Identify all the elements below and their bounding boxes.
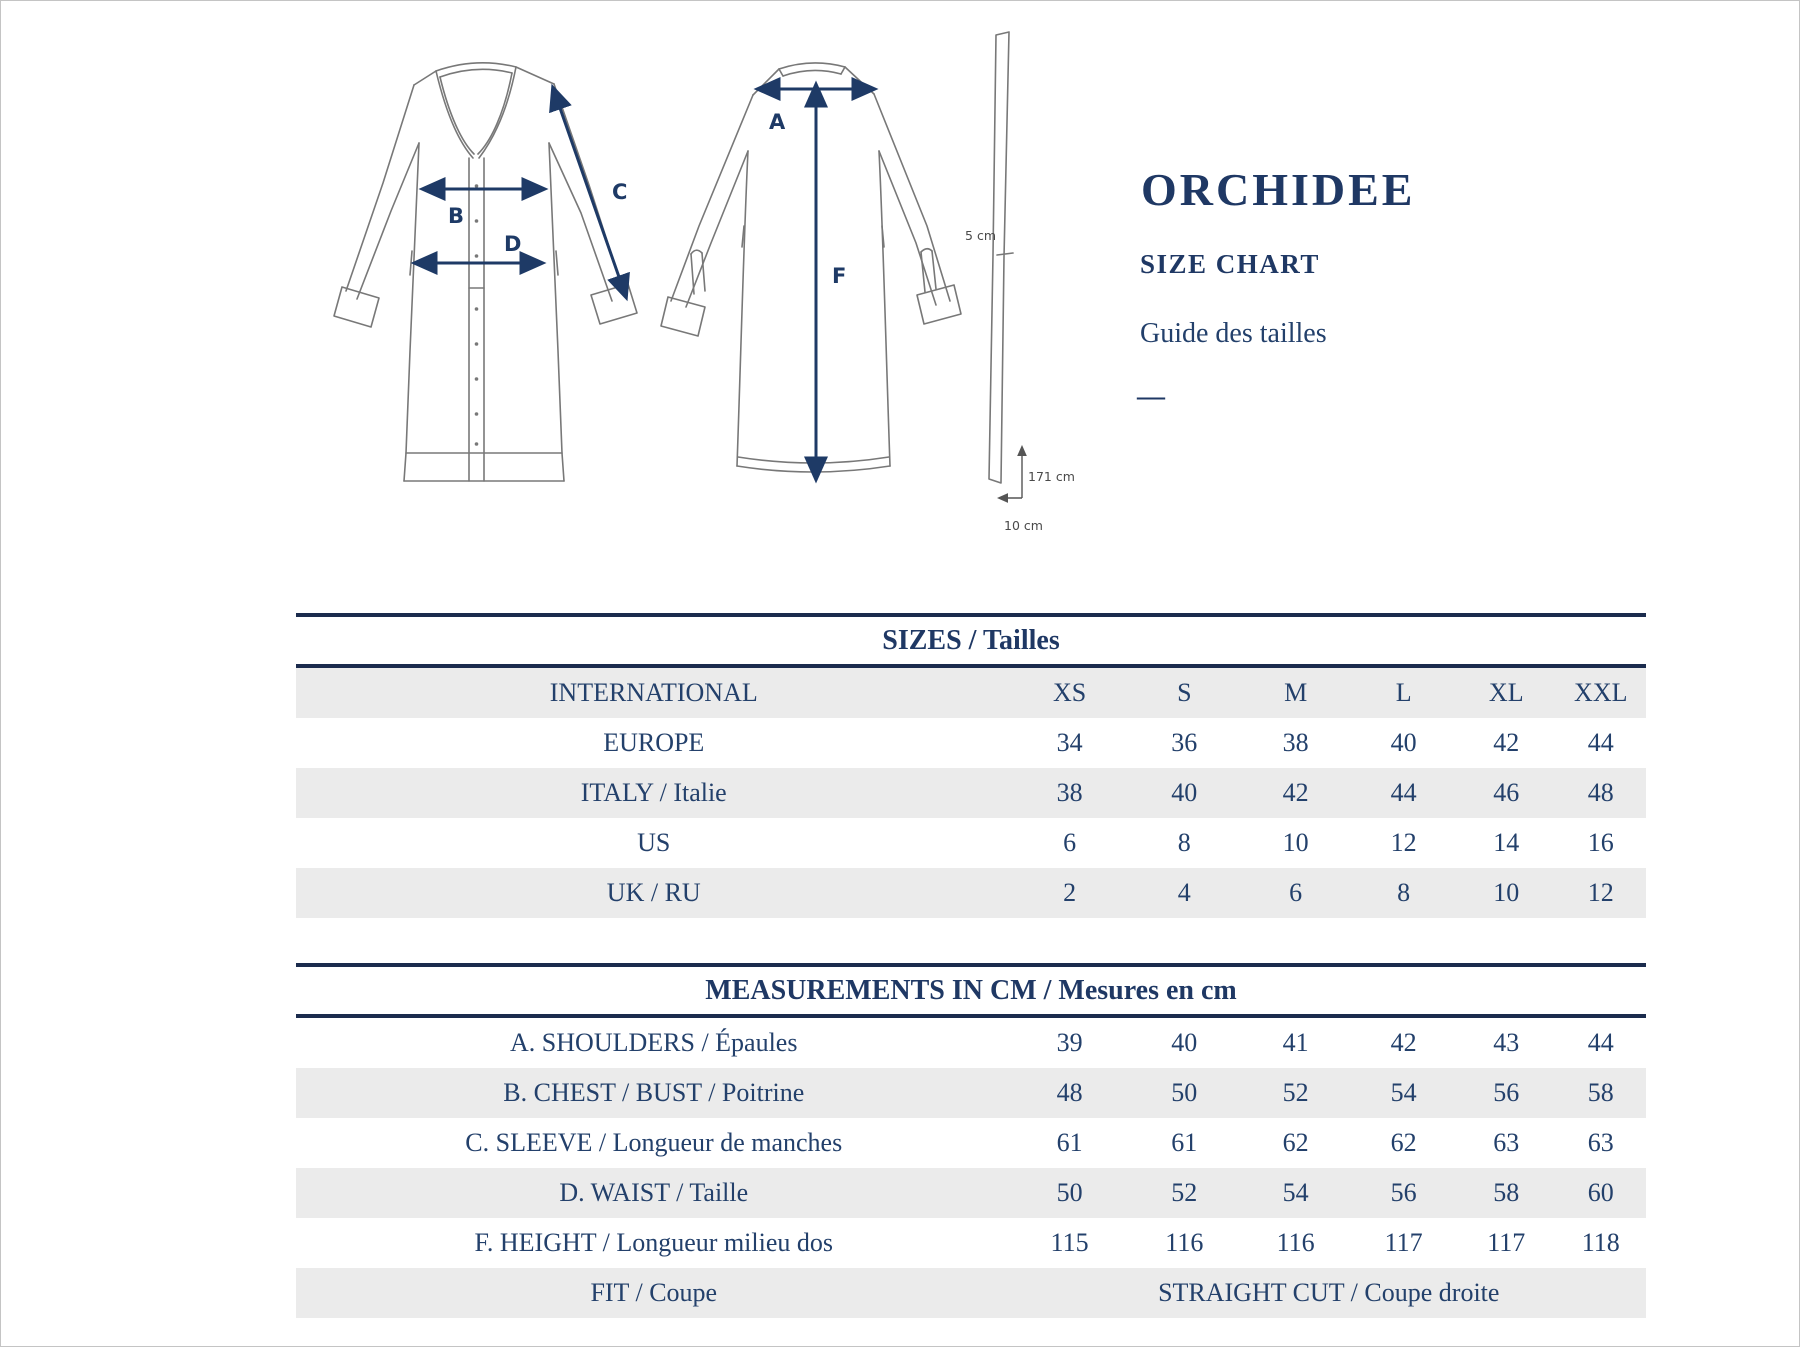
sizes-table	[296, 613, 1646, 918]
row-value: 12	[1390, 828, 1417, 857]
row-value: 46	[1493, 778, 1520, 807]
row-value: 48	[1587, 778, 1614, 807]
row-value: 54	[1390, 1078, 1417, 1107]
table-row	[296, 768, 1646, 818]
row-value: 38	[1056, 778, 1083, 807]
row-label: INTERNATIONAL	[549, 678, 758, 707]
row-value: 34	[1056, 728, 1083, 757]
side-garment-outline	[989, 32, 1013, 483]
row-value: XS	[1052, 678, 1087, 707]
row-value: 38	[1282, 728, 1309, 757]
table-row	[296, 868, 1646, 918]
row-label: A. SHOULDERS / Épaules	[510, 1028, 798, 1057]
row-value: XXL	[1574, 678, 1628, 707]
measurements-table	[296, 963, 1646, 1318]
row-value: 116	[1276, 1228, 1315, 1257]
row-value: S	[1177, 678, 1192, 707]
table-row	[296, 1168, 1646, 1218]
row-value: 42	[1493, 728, 1520, 757]
side-view-drawing	[956, 26, 1106, 541]
row-value: M	[1284, 678, 1308, 707]
row-value: 2	[1063, 878, 1077, 907]
row-label: B. CHEST / BUST / Poitrine	[503, 1078, 805, 1107]
row-value: 6	[1289, 878, 1303, 907]
row-value: 118	[1581, 1228, 1620, 1257]
chest-measure-arrow	[423, 189, 544, 228]
row-value: L	[1395, 678, 1412, 707]
row-value: 50	[1171, 1078, 1198, 1107]
product-title: ORCHIDEE	[1141, 164, 1416, 215]
table-row	[296, 1118, 1646, 1168]
shoulders-measure-arrow	[758, 89, 874, 134]
row-value: 58	[1493, 1178, 1520, 1207]
row-value-span: STRAIGHT CUT / Coupe droite	[1158, 1278, 1500, 1307]
back-view-drawing	[576, 51, 966, 511]
row-value: 44	[1587, 1028, 1614, 1057]
height-arrow-label: F	[832, 264, 847, 288]
row-value: 63	[1493, 1128, 1520, 1157]
row-value: 4	[1177, 878, 1191, 907]
shoulders-arrow-label: A	[769, 110, 786, 134]
row-value: 56	[1390, 1178, 1417, 1207]
row-value: 41	[1282, 1028, 1309, 1057]
row-value: 40	[1171, 1028, 1198, 1057]
row-value: 44	[1587, 728, 1614, 757]
row-value: 62	[1390, 1128, 1417, 1157]
size-chart-heading: SIZE CHART	[1140, 249, 1320, 279]
waist-measure-arrow	[415, 232, 542, 263]
row-label: EUROPE	[603, 728, 705, 757]
row-value: 8	[1397, 878, 1411, 907]
row-value: 42	[1282, 778, 1309, 807]
sleeve-measure-arrow	[553, 88, 627, 297]
row-value: 48	[1056, 1078, 1083, 1107]
length-dimension-arrow	[999, 447, 1075, 533]
row-label: F. HEIGHT / Longueur milieu dos	[474, 1228, 834, 1257]
row-value: 52	[1282, 1078, 1309, 1107]
row-value: 39	[1056, 1028, 1083, 1057]
row-label: D. WAIST / Taille	[559, 1178, 749, 1207]
row-value: 60	[1587, 1178, 1614, 1207]
front-garment-outline	[334, 63, 637, 481]
table-row	[296, 818, 1646, 868]
side-vertical-note: 171 cm	[1028, 469, 1075, 484]
chest-arrow-label: B	[448, 204, 465, 228]
size-chart-heading-fr: Guide des tailles	[1140, 318, 1327, 349]
row-value: 40	[1171, 778, 1198, 807]
measurements-table-title: MEASUREMENTS IN CM / Mesures en cm	[705, 975, 1237, 1006]
row-value: 50	[1056, 1178, 1083, 1207]
row-label: C. SLEEVE / Longueur de manches	[465, 1128, 843, 1157]
table-row	[296, 1218, 1646, 1268]
front-view-drawing	[286, 51, 656, 501]
row-value: 61	[1056, 1128, 1083, 1157]
height-measure-arrow	[816, 85, 846, 479]
table-row	[296, 668, 1646, 718]
row-value: 16	[1587, 828, 1614, 857]
row-value: 62	[1282, 1128, 1309, 1157]
row-value: 14	[1493, 828, 1520, 857]
row-value: 36	[1171, 728, 1198, 757]
back-garment-outline	[661, 63, 961, 472]
row-value: 52	[1171, 1178, 1198, 1207]
row-value: XL	[1488, 678, 1524, 707]
divider-dash: —	[1137, 381, 1165, 412]
row-label: FIT / Coupe	[590, 1278, 718, 1307]
side-horizontal-note: 10 cm	[1004, 518, 1043, 533]
row-value: 115	[1050, 1228, 1089, 1257]
row-value: 117	[1384, 1228, 1423, 1257]
table-row	[296, 1018, 1646, 1068]
row-value: 6	[1063, 828, 1077, 857]
row-value: 116	[1165, 1228, 1204, 1257]
row-value: 10	[1282, 828, 1309, 857]
row-label: UK / RU	[606, 878, 701, 907]
table-row	[296, 718, 1646, 768]
row-value: 56	[1493, 1078, 1520, 1107]
row-value: 44	[1390, 778, 1417, 807]
row-value: 42	[1390, 1028, 1417, 1057]
row-value: 10	[1493, 878, 1520, 907]
row-value: 43	[1493, 1028, 1520, 1057]
row-value: 54	[1282, 1178, 1309, 1207]
row-value: 12	[1587, 878, 1614, 907]
waist-arrow-label: D	[504, 232, 522, 256]
row-value: 63	[1587, 1128, 1614, 1157]
table-row	[296, 1068, 1646, 1118]
sleeve-arrow-label: C	[612, 180, 628, 204]
row-value: 40	[1390, 728, 1417, 757]
row-label: US	[637, 828, 671, 857]
row-label: ITALY / Italie	[580, 778, 727, 807]
side-mid-note: 5 cm	[965, 228, 996, 243]
sizes-table-title: SIZES / Tailles	[882, 625, 1060, 656]
row-value: 61	[1171, 1128, 1198, 1157]
row-value: 58	[1587, 1078, 1614, 1107]
row-value: 8	[1177, 828, 1191, 857]
table-row	[296, 1268, 1646, 1318]
row-value: 117	[1487, 1228, 1526, 1257]
